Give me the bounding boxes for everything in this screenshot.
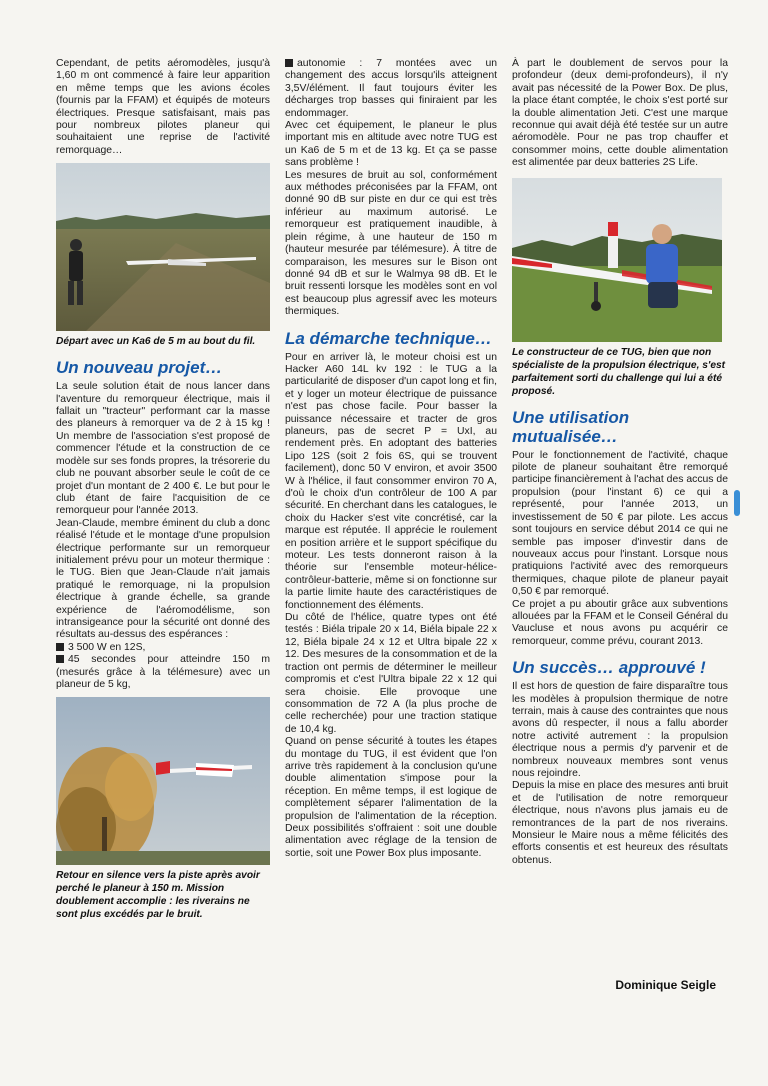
col3-paragraph-5: Depuis la mise en place des mesures anti bruit et de l'utilisation de notre remorqueur électrique, nous n'avons plus jamais eu de remontrances de la part de nos riverains. Monsieur le Maire nous a même félicités des efforts consentis et est heureux des résultats obtenus. <box>512 780 728 866</box>
col1-paragraph-3: Jean-Claude, membre éminent du club a donc réalisé l'étude et le montage d'une propulsion électrique performante sur un remorqueur initialement prévu pour un moteur thermique : le TUG. Bien que Jean-Claude n'ait jamais pratiqué le remorquage, ni la propulsion électrique à grande échelle, sa grande expérience de l'aéromodélisme, son intransigeance pour la sécurité ont donné des résultats au-dessus des espérances : <box>56 517 270 641</box>
col1-bullet-2-text: 45 secondes pour atteindre 150 m (mesurés grâce à la télémesure) avec un planeur de 5 kg, <box>56 654 270 690</box>
col3-paragraph-3: Ce projet a pu aboutir grâce aux subventions allouées par la FFAM et le Conseil Général du Vaucluse et nous avons pu acquérir ce remorqueur, comme prévu, courant 2013. <box>512 598 728 647</box>
page-edge-tab <box>734 490 740 516</box>
col2-paragraph-5: Quand on pense sécurité à toutes les étapes du montage du TUG, il est évident que l'on arrive très rapidement à la conclusion qu'une double alimentation s'impose pour la réception. En même temps, il est logique de complètement séparer l'alimentation de la propulsion de l'alimentation de la réception. Deux possibilités s'offraient : soit une double alimentation avec réglage de la tension de sortie, soit une Power Box plus imposante. <box>285 736 497 859</box>
photo-builder-image <box>512 178 722 342</box>
bullet-square-icon <box>56 643 64 651</box>
col2-paragraph-4: Du côté de l'hélice, quatre types ont été testés : Biéla tripale 20 x 14, Biéla bipale 22 x 12, Biéla bipale 24 x 12 et Ultra bipale 22 x 12. Des mesures de la consommation et de la traction ont permis de déterminer le meilleur compromis et c'est l'Ultra bipale 22 x 12 qui sera choisie. Elle provoque une consommation de 72 A (la plus proche de celle recherchée) pour une traction statique de 10,4 kg. <box>285 612 497 735</box>
bullet-square-icon <box>285 59 293 67</box>
col3-paragraph-2: Pour le fonctionnement de l'activité, chaque pilote de planeur souhaitant être remorqué participe financièrement à l'achat des accus de propulsion (pour l'instant 6) ce qui a représenté, pour l'année 2013, un investissement de 50 € par pilote. Les accus sont toujours en service début 2014 ce qui ne semble pas imposer d'investir dans de nouveaux accus pour l'instant. Lorsque nous pratiquions l'activité avec des remorqueurs thermiques, chaque pilote de planeur payait 0,50 € par remorqué. <box>512 449 728 598</box>
col1-bullet-2 <box>56 654 270 691</box>
col2-bullet-3-text: autonomie : 7 montées avec un changement des accus lorsqu'ils atteignent 3,5V/élément. Il faut toujours éviter les décharges trop basses qui finiraient par les endommager. <box>285 58 497 119</box>
photo-takeoff-image <box>56 163 270 331</box>
heading-nouveau-projet: Un nouveau projet… <box>56 358 223 378</box>
column-3 <box>512 58 728 867</box>
photo-return <box>56 697 270 865</box>
col2-paragraph-1: Avec cet équipement, le planeur le plus important mis en altitude avec notre TUG est un Ka6 de 5 m et de 13 kg. Et ça se passe sans problème ! <box>285 120 497 169</box>
column-2 <box>285 58 497 860</box>
photo-builder-caption: Le constructeur de ce TUG, bien que non spécialiste de la propulsion électrique, s'est parfaitement sorti du challenge qui lui a été proposé. <box>512 346 726 397</box>
heading-demarche-technique: La démarche technique… <box>285 328 492 348</box>
col3-paragraph-4: Il est hors de question de faire disparaître tous les modèles à propulsion thermique de notre terrain, mais à cause des contraintes que nous avons dû respecter, il nous a fallu aborder notre activité autrement : la propulsion électrique nous a permis d'y parvenir et de nombreux nouveaux membres sont venus nous rejoindre. <box>512 681 728 779</box>
heading-utilisation-mutualisee: Une utilisation mutualisée… <box>512 407 630 446</box>
col2-paragraph-3: Pour en arriver là, le moteur choisi est un Hacker A60 14L kv 192 : le TUG a la particularité de disposer d'un capot long et fin, et y loger un moteur électrique de puissance n'est pas chose facile. Pour basser la puissance nécessaire et tracter de gros planeurs, pas de secret P = UxI, au rendement près. En adoptant des batteries Lipo 12S (soit 2 fois 6S, qui se trouvent facilement), donc 50 V environ, et avoir 3500 W à l'hélice, il faut consommer environ 70 A, d'où le choix d'un contrôleur de 100 A par sécurité. En cherchant dans les catalogues, le choix du Hacker s'est vite concrétisé, car la marque est réputée. Il apprécie le roulement en position arrière et le support spécifique du moteur. Les tests donneront raison à la théorie sur l'ensemble moteur-hélice-contrôleur-batterie, même si on fonctionne sur la partie limite haute des caractéristiques de fonctionnement des éléments. <box>285 351 497 611</box>
col1-bullet-1 <box>56 642 270 654</box>
bullet-square-icon <box>56 655 64 663</box>
column-1 <box>56 58 270 921</box>
col2-bullet-3 <box>285 58 497 120</box>
col1-bullet-1-text: 3 500 W en 12S, <box>68 641 146 653</box>
col1-paragraph-2: La seule solution était de nous lancer dans l'aventure du remorqueur électrique, mais il fallait un "tracteur" performant car la masse des planeurs à remorquer va de 2 à 15 kg ! Un membre de l'association s'est proposé de commencer l'étude et la construction de ce modèle sur ses fonds propres, la trésorerie du club ne pouvant absorber seule le coût de ce projet d'un montant de 2 400 €. Le but pour le club étant de faire l'acquisition de ce remorqueur pour l'année 2013. <box>56 381 270 517</box>
photo-return-image <box>56 697 270 865</box>
author-signature: Dominique Seigle <box>615 978 716 992</box>
col2-paragraph-2: Les mesures de bruit au sol, conformément aux méthodes préconisées par la FFAM, ont donné 90 dB sur piste en dur ce qui est très inférieur au maximum autorisé. Le remorqueur est pratiquement inaudible, à plein régime, à une hauteur de 150 m (hauteur mesurée par télémesure). À titre de comparaison, les mesures sur le Bison ont donné 94 dB et sur le Walmya 98 dB. Et le bruit ressenti lorsque les modèles sont en vol est beaucoup plus agressif avec les moteurs thermiques. <box>285 169 497 318</box>
col3-paragraph-1: À part le doublement de servos pour la profondeur (deux demi-profondeurs), il n'y avait pas nécessité de la Power Box. De plus, la place étant comptée, le choix s'est porté sur la double alimentation Jeti. C'est une marque reconnue qui avait déjà été testée sur un autre aéromodèle. Pour ne pas trop chauffer et consommer moins, cette double alimentation est alimentée par deux batteries 2S Life. <box>512 58 728 169</box>
photo-takeoff <box>56 163 270 331</box>
photo-builder <box>512 178 722 342</box>
photo-takeoff-caption: Départ avec un Ka6 de 5 m au bout du fil. <box>56 336 256 348</box>
heading-succes-approuve: Un succès… approuvé ! <box>512 658 706 678</box>
col1-paragraph-1: Cependant, de petits aéromodèles, jusqu'à 1,60 m ont commencé à faire leur apparition en même temps que les avions écoles (fournis par la FFAM) et équipés de moteurs électriques. Presque satisfaisant, mais pas pour nombreux pilotes planeur qui souhaitaient une reprise de l'activité remorquage… <box>56 58 270 156</box>
photo-return-caption: Retour en silence vers la piste après avoir perché le planeur à 150 m. Mission doublement accomplie : les riverains ne sont plus excédés par le bruit. <box>56 870 260 921</box>
